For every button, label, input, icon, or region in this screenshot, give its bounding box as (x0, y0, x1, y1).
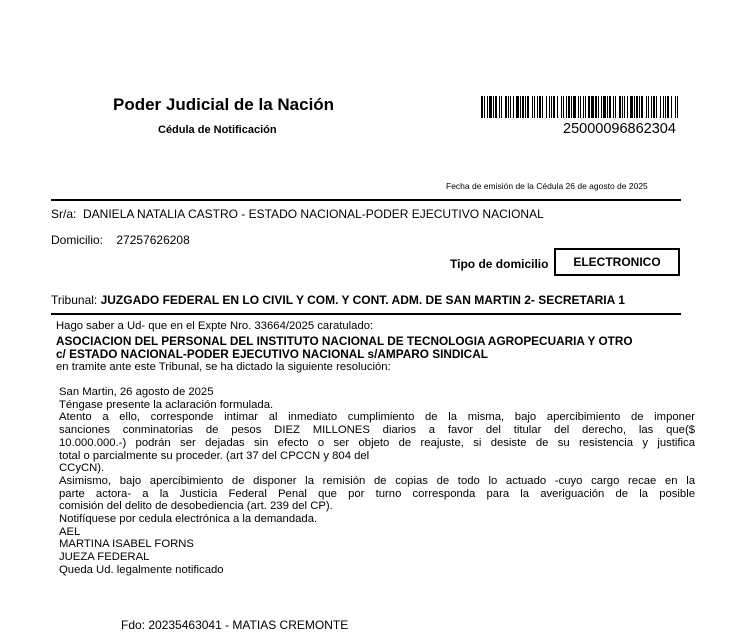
tribunal-label: Tribunal: (51, 293, 98, 307)
divider (51, 199, 681, 201)
domicilio-label: Domicilio: (51, 233, 104, 247)
divider (51, 313, 681, 315)
tribunal-value: JUZGADO FEDERAL EN LO CIVIL Y COM. Y CONT. ADM. DE SAN MARTIN 2- SECRETARIA 1 (100, 293, 625, 307)
tipo-domicilio-value: ELECTRONICO (573, 255, 661, 269)
destinatario-label: Sr/a: (51, 207, 77, 221)
firma-nombre: MARTINA ISABEL FORNS (59, 538, 194, 551)
resolucion-line: Atento a ello, corresponde intimar al inmediato cumplimiento de la misma, bajo apercibimiento de imponer (59, 411, 695, 424)
resolucion-line: parte actora- a la Justicia Federal Penal que por turno corresponda para la averiguación de la posible (59, 487, 695, 500)
tramite-text: en tramite ante este Tribunal, se ha dictado la siguiente resolución: (56, 361, 391, 373)
destinatario-value: DANIELA NATALIA CASTRO - ESTADO NACIONAL-PODER EJECUTIVO NACIONAL (83, 207, 544, 221)
caratula-line: c/ ESTADO NACIONAL-PODER EJECUTIVO NACIONAL s/AMPARO SINDICAL (56, 346, 488, 361)
firma-digital: Fdo: 20235463041 - MATIAS CREMONTE (121, 618, 349, 632)
notification-intro (56, 320, 686, 374)
page-title: Poder Judicial de la Nación (113, 95, 335, 114)
barcode-number: 25000096862304 (563, 121, 676, 137)
resolucion-fecha: San Martin, 26 agosto de 2025 (59, 386, 214, 398)
intro-text: Hago saber a Ud- que en el Expte Nro. 33664/2025 caratulado: (56, 320, 374, 332)
resolucion-line: CCyCN). (59, 462, 105, 475)
resolucion-line: Téngase presente la aclaración formulada. (59, 398, 274, 411)
domicilio-value: 27257626208 (116, 233, 190, 247)
page-subtitle: Cédula de Notificación (158, 124, 277, 136)
barcode-image (481, 96, 679, 118)
resolucion-line: total o parcialmente su proceder. (art 37 del CPCCN y 804 del (59, 449, 370, 462)
tipo-domicilio-box (554, 248, 680, 276)
domicilio-row (51, 233, 190, 247)
firma-cargo: JUEZA FEDERAL (59, 551, 150, 564)
resolucion-line: comisión del delito de desobediencia (art. 239 del CP). (59, 500, 333, 513)
resolucion-line: Notifíquese por cedula electrónica a la demandada. (59, 513, 318, 526)
tipo-domicilio-label: Tipo de domicilio (450, 257, 549, 271)
destinatario-row (51, 207, 544, 221)
resolucion-line: sanciones conminatorias de pesos DIEZ MILLONES diarios a favor del titular del derecho, las que($ (59, 424, 695, 437)
tribunal-row (51, 293, 625, 307)
resolucion-line: AEL (59, 525, 81, 538)
resolucion-cierre: Queda Ud. legalmente notificado (59, 563, 224, 576)
fecha-emision: Fecha de emisión de la Cédula 26 de agosto de 2025 (446, 181, 648, 191)
resolucion-body (59, 386, 695, 577)
resolucion-line: Asimismo, bajo apercibimiento de disponer la remisión de copias de todo lo actuado -cuyo cargo recae en la (59, 474, 695, 487)
resolucion-line: 10.000.000.-) podrán ser dejadas sin efecto o ser objeto de reajuste, si desiste de su resistencia y justifica (59, 436, 695, 449)
caratula-line: ASOCIACION DEL PERSONAL DEL INSTITUTO NACIONAL DE TECNOLOGIA AGROPECUARIA Y OTRO (56, 333, 633, 348)
